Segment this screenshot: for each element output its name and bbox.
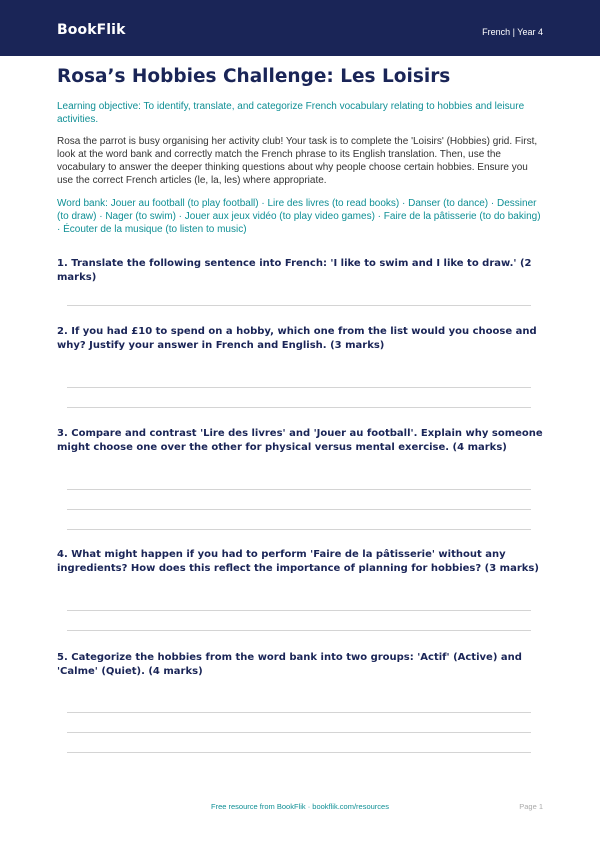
answer-line[interactable]: [67, 509, 531, 510]
answer-line[interactable]: [67, 489, 531, 490]
question-2: 2. If you had £10 to spend on a hobby, which one from the list would you choose and why? Justify your answer in French and English. (3 marks): [57, 326, 537, 351]
question-3: 3. Compare and contrast 'Lire des livres' and 'Jouer au football'. Explain why someone might choose one over the other for physical versus mental exercise. (4 marks): [57, 428, 543, 453]
answer-line[interactable]: [67, 387, 531, 388]
instructions-paragraph: Rosa the parrot is busy organising her activity club! Your task is to complete the 'Loisirs' (Hobbies) grid. First, look at the word bank and correctly match the French phrase to its English translation. Then, use the vocabulary to answer the deeper thinking questions about why people choose certain hobbies. Ensure you use the correct French articles (le, la, les) where appropriate.: [57, 136, 538, 186]
answer-line[interactable]: [67, 305, 531, 306]
question-1: 1. Translate the following sentence into French: 'I like to swim and I like to draw.' (2 marks): [57, 258, 532, 283]
answer-line[interactable]: [67, 610, 531, 611]
page-title: Rosa’s Hobbies Challenge: Les Loisirs: [57, 66, 451, 87]
footer-resource-link[interactable]: Free resource from BookFlik · bookflik.com/resources: [211, 802, 389, 811]
answer-line[interactable]: [67, 732, 531, 733]
answer-line[interactable]: [67, 529, 531, 530]
answer-line[interactable]: [67, 630, 531, 631]
answer-line[interactable]: [67, 752, 531, 753]
page-number: Page 1: [519, 802, 543, 811]
answer-line[interactable]: [67, 407, 531, 408]
question-5: 5. Categorize the hobbies from the word bank into two groups: 'Actif' (Active) and 'Calme' (Quiet). (4 marks): [57, 652, 522, 677]
answer-line[interactable]: [67, 712, 531, 713]
word-bank: Word bank: Jouer au football (to play football) · Lire des livres (to read books) · Danser (to dance) · Dessiner (to draw) · Nager (to swim) · Jouer aux jeux vidéo (to play video games) · Faire de la pâtisserie (to do baking) · Écouter de la musique (to listen to music): [57, 198, 541, 235]
question-4: 4. What might happen if you had to perform 'Faire de la pâtisserie' without any ingredients? How does this reflect the importance of planning for hobbies? (3 marks): [57, 549, 539, 574]
subject-year-label: French | Year 4: [482, 27, 543, 37]
header-bar: [0, 0, 600, 56]
learning-objective: Learning objective: To identify, translate, and categorize French vocabulary relating to hobbies and leisure activities.: [57, 101, 525, 125]
brand-logo: BookFlik: [57, 22, 126, 38]
worksheet-intro: [57, 66, 543, 236]
